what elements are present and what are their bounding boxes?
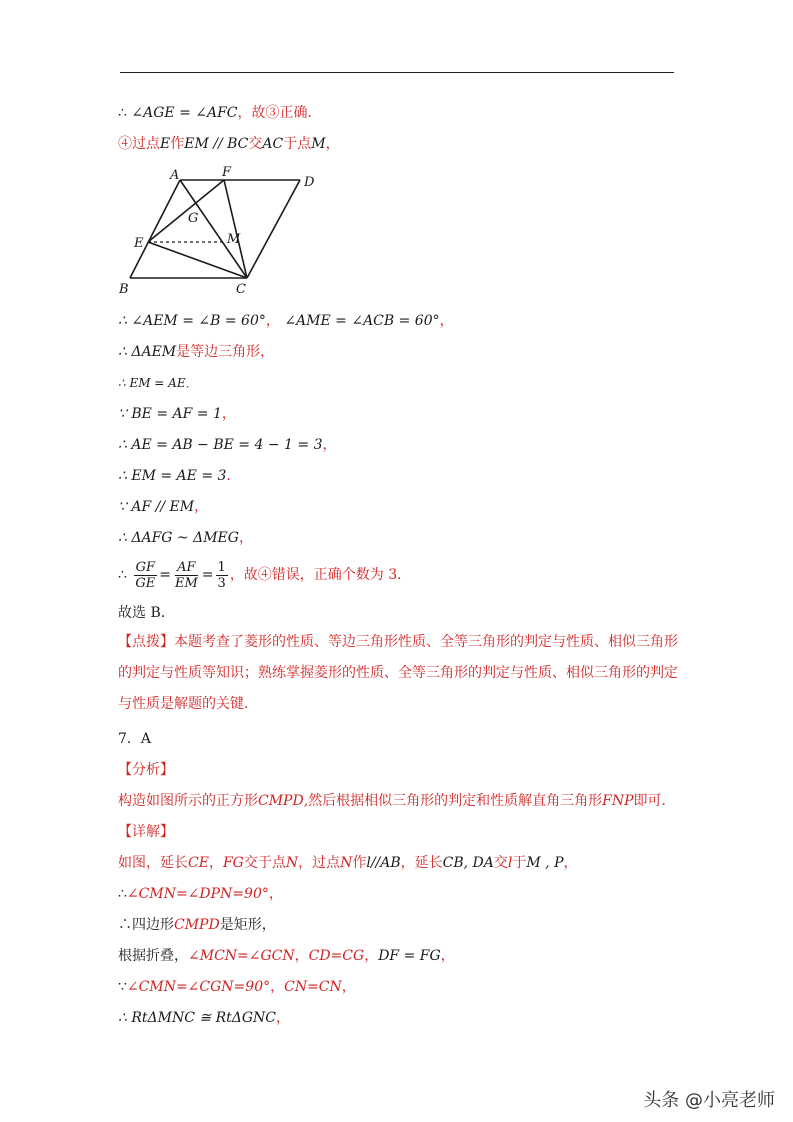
expr: ∠CMN=∠DPN=90° [126,886,269,902]
text: 即可． [633,793,676,809]
comma: ， [341,979,356,995]
equals: = [159,567,171,583]
expr: CMPD [174,917,220,933]
expr: AC [262,136,284,152]
comma: ， [270,979,285,995]
expr: ∴ EM = AE = 3 [118,468,227,484]
text: 交于点 [243,855,286,871]
text: 作 [170,136,185,152]
question-7-answer: 7．A [118,731,152,747]
expr: M , P [526,855,564,871]
fenxi-line [118,791,676,811]
segment-fc [224,180,247,278]
denominator: 3 [217,575,226,591]
expr: ∴ ∠AEM = ∠B = 60° [118,313,266,329]
fraction-af-em [173,560,200,591]
expr: N [285,855,299,871]
comma: ， [322,437,337,453]
text: ，延长 [400,855,443,871]
conclusion: ，故③正确． [237,105,322,121]
line-11 [118,558,411,592]
denominator: GE [135,575,156,591]
dianbo-paragraph [118,627,678,720]
watermark: 头条 @小亮老师 [643,1090,775,1111]
expr: EM // BC [184,136,249,152]
comma: ， [439,313,454,329]
expr: N [340,855,353,871]
expr: ∴ RtΔMNC ≅ RtΔGNC [118,1010,276,1026]
text: ,然后根据相似三角形的判定和性质解直角三角形 [303,793,603,809]
text: 是等边三角形， [176,344,275,360]
text: 于 [512,855,527,871]
line-9 [118,497,208,517]
line-2 [118,134,340,154]
text: 于点 [283,136,312,152]
comma: ， [268,886,283,902]
comma: ， [265,313,280,329]
segment-ec [148,242,247,278]
expr: DF = FG [378,948,441,964]
dianbo-text: 本题考查了菱形的性质、等边三角形性质、全等三角形的判定与性质、相似三角形的判定与性质等知识；熟练掌握菱形的性质、全等三角形的判定与性质、相似三角形的判定与性质是解题的关键． [118,634,678,712]
point-m: M [311,136,326,152]
text: ， [325,136,340,152]
label-a: A [170,168,180,183]
xiangjie-line-6 [118,1008,290,1028]
text: ，过点 [298,855,341,871]
text: ， [208,855,223,871]
text: ， [563,855,578,871]
expr: ∴ ΔAEM [118,344,177,360]
expr: CE [188,855,209,871]
text: 构造如图所示的正方形 [118,793,258,809]
xiangjie-line-3 [118,915,276,935]
fenxi-label: 【分析】 [118,762,174,778]
comma: ， [221,406,236,422]
text: 是矩形， [219,917,276,933]
label-e: E [134,236,144,251]
line-7 [118,435,336,455]
header-rule [120,72,674,73]
therefore-symbol: ∴ [118,567,127,583]
expr: CMPD [258,793,304,809]
numerator: AF [177,559,196,575]
expr: FNP [602,793,634,809]
label-f: F [222,165,232,180]
xiangjie-line-5 [118,977,356,997]
label-c: C [236,282,246,297]
expr: CD=CG [308,948,365,964]
comma: ， [194,499,209,515]
text: 如图，延长 [118,855,188,871]
line-1 [118,103,322,123]
line-8 [118,466,240,486]
conclusion: ，故④错误，正确个数为 3． [229,567,412,583]
denominator: EM [174,575,198,591]
expr: ∴ EM = AE [118,376,186,390]
text: 根据折叠， [118,948,188,964]
expr: FG [222,855,244,871]
therefore-symbol: ∴ [118,105,127,121]
comma: ， [364,948,379,964]
segment-ac [180,180,247,278]
xiangjie-label: 【详解】 [118,824,174,840]
label-d: D [304,175,315,190]
line-4 [118,342,274,362]
line-5 [118,373,198,393]
segment-dc [247,180,300,278]
comma: ， [238,530,253,546]
equals: = [201,567,214,583]
expr: ∴ AE = AB − BE = 4 − 1 = 3 [118,437,323,453]
point-e: E [160,136,171,152]
expr: l//AB [366,855,401,871]
geometry-figure [110,162,340,302]
label-g: G [188,211,199,226]
line-6 [118,404,236,424]
expr: ∠AGE = ∠AFC [131,105,238,121]
expr: ∴ ΔAFG ~ ΔMEG [118,530,239,546]
expr: l [507,855,513,871]
expr: ∠AME = ∠ACB = 60° [284,313,440,329]
xiangjie-line-4 [118,946,455,966]
expr: ∠CMN=∠CGN=90° [126,979,271,995]
xiangjie-line-1 [118,853,578,873]
comma: ， [294,948,309,964]
comma: ， [440,948,455,964]
text: 作 [352,855,367,871]
expr: CN=CN [284,979,342,995]
numerator: GF [135,559,156,575]
line-10 [118,528,253,548]
text: 交 [493,855,508,871]
label-b: B [119,282,129,297]
period: ． [185,376,198,390]
text: ④过点 [118,136,160,152]
fraction-one-third [216,560,228,591]
text: ∴四边形 [118,917,174,933]
comma: ， [276,1010,290,1026]
text: 交 [248,136,263,152]
therefore-symbol: ∴ [118,886,127,902]
numerator: 1 [217,559,226,575]
label-m: M [227,232,241,247]
expr: ∠MCN=∠GCN [188,948,295,964]
fraction-gf-ge [133,560,157,591]
period: ． [226,468,241,484]
expr: ∵ BE = AF = 1 [118,406,222,422]
expr: ∵ AF // EM [118,499,195,515]
line-12: 故选 B． [118,605,175,621]
segment-ab [130,180,180,278]
xiangjie-line-2 [118,884,283,904]
because-symbol: ∵ [118,979,127,995]
dianbo-label: 【点拨】 [118,634,174,650]
expr: CB, DA [442,855,494,871]
line-3 [118,311,454,331]
